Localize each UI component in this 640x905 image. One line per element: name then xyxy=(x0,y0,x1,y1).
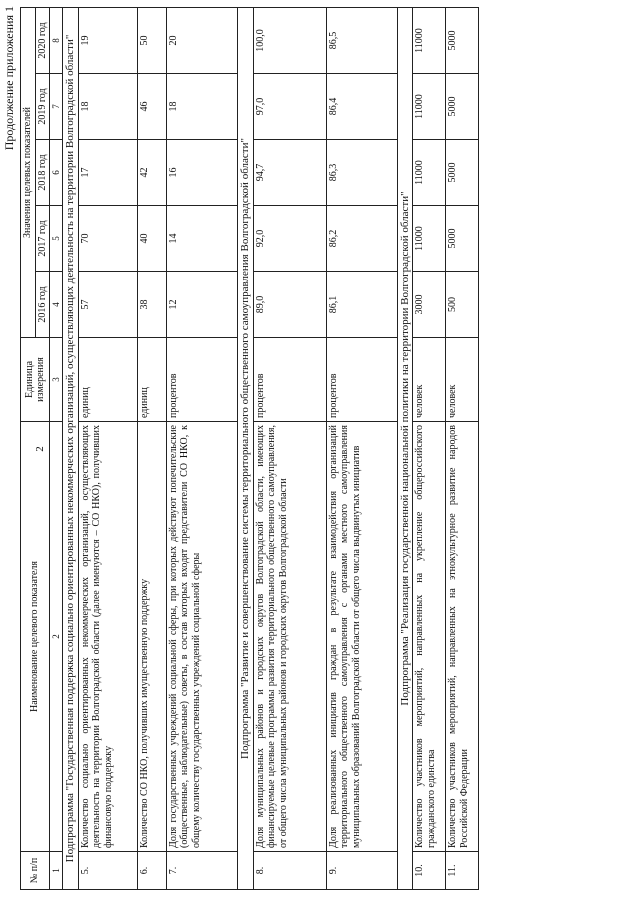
row-number: 8. xyxy=(253,852,326,890)
value-cell: 20 xyxy=(166,8,237,74)
table-row xyxy=(326,8,397,890)
value-cell: 86,1 xyxy=(326,272,397,338)
header-year: 2019 год xyxy=(35,74,50,140)
subprogram-heading xyxy=(397,8,413,890)
value-cell: 50 xyxy=(137,8,166,74)
value-cell: 500 xyxy=(446,272,479,338)
value-cell: 57 xyxy=(78,272,137,338)
value-cell: 3000 xyxy=(413,272,446,338)
value-cell: 14 xyxy=(166,206,237,272)
value-cell: 70 xyxy=(78,206,137,272)
row-number: 6. xyxy=(137,852,166,890)
subprogram-heading xyxy=(63,8,79,890)
column-number: 8 xyxy=(50,8,63,74)
value-cell: 11000 xyxy=(413,74,446,140)
value-cell: 97,0 xyxy=(253,74,326,140)
unit-cell: процентов xyxy=(166,338,237,422)
value-cell: 19 xyxy=(78,8,137,74)
value-cell: 12 xyxy=(166,272,237,338)
table-row xyxy=(166,8,237,890)
value-cell: 18 xyxy=(78,74,137,140)
value-cell: 16 xyxy=(166,140,237,206)
indicator-name: Доля муниципальных районов и городских округов Волгоградской области, имеющих финансируемые целевые программы развития территориального общественного самоуправления, от общего числа муниципальных районов и городских округов Волгоградской области xyxy=(253,422,326,852)
value-cell: 11000 xyxy=(413,140,446,206)
header-num: № п/п xyxy=(21,852,50,890)
value-cell: 42 xyxy=(137,140,166,206)
value-cell: 17 xyxy=(78,140,137,206)
value-cell: 5000 xyxy=(446,206,479,272)
column-number: 2 xyxy=(50,422,63,852)
table-row xyxy=(413,8,446,890)
subprogram-title: Подпрограмма "Государственная поддержка социально ориентированных некоммерческих организаций, осуществляющих деятельность на территории Волгоградской области" xyxy=(63,8,79,890)
indicator-name: Количество участников мероприятий, направленных на этнокультурное развитие народов Российской Федерации xyxy=(446,422,479,852)
value-cell: 100,0 xyxy=(253,8,326,74)
indicator-name: Количество участников мероприятий, направленных на укрепление общероссийского гражданского единства xyxy=(413,422,446,852)
column-number: 6 xyxy=(50,140,63,206)
subprogram-title: Подпрограмма "Развитие и совершенствование системы территориального общественного самоуправления Волгоградской области" xyxy=(237,8,253,890)
column-number: 1 xyxy=(50,852,63,890)
value-cell: 86,4 xyxy=(326,74,397,140)
table-row xyxy=(446,8,479,890)
subprogram-heading xyxy=(237,8,253,890)
table-row xyxy=(78,8,137,890)
unit-cell: человек xyxy=(413,338,446,422)
header-indicator: Наименование целевого показателя xyxy=(21,422,50,852)
value-cell: 94,7 xyxy=(253,140,326,206)
column-number: 7 xyxy=(50,74,63,140)
target-indicators-table xyxy=(20,7,479,890)
row-number: 7. xyxy=(166,852,237,890)
unit-cell: единиц xyxy=(78,338,137,422)
value-cell: 40 xyxy=(137,206,166,272)
header-values: Значения целевых показателей xyxy=(21,8,36,338)
value-cell: 38 xyxy=(137,272,166,338)
unit-cell: процентов xyxy=(253,338,326,422)
header-year: 2018 год xyxy=(35,140,50,206)
header-year: 2020 год xyxy=(35,8,50,74)
table-row xyxy=(137,8,166,890)
value-cell: 5000 xyxy=(446,74,479,140)
row-number: 10. xyxy=(413,852,446,890)
subprogram-title: Подпрограмма "Реализация государственной национальной политики на территории Волгоградской области" xyxy=(397,8,413,890)
indicator-name: Доля реализованных инициатив граждан в результате взаимодействия организаций территориального общественного самоуправления с органами местного самоуправления муниципальных образований Волгоградской области от общего числа выдвинутых инициатив xyxy=(326,422,397,852)
value-cell: 86,5 xyxy=(326,8,397,74)
column-number-row xyxy=(50,8,63,890)
indicator-name: Количество социально ориентированных некоммерческих организаций, осуществляющих деятельность на территории Волгоградской области (далее именуются – СО НКО), получивших финансовую поддержку xyxy=(78,422,137,852)
indicator-name: Количество СО НКО, получивших имущественную поддержку xyxy=(137,422,166,852)
value-cell: 5000 xyxy=(446,140,479,206)
column-number: 5 xyxy=(50,206,63,272)
value-cell: 86,2 xyxy=(326,206,397,272)
value-cell: 89,0 xyxy=(253,272,326,338)
value-cell: 18 xyxy=(166,74,237,140)
value-cell: 11000 xyxy=(413,8,446,74)
row-number: 11. xyxy=(446,852,479,890)
unit-cell: процентов xyxy=(326,338,397,422)
unit-cell: человек xyxy=(446,338,479,422)
row-number: 9. xyxy=(326,852,397,890)
unit-cell: единиц xyxy=(137,338,166,422)
column-number: 3 xyxy=(50,338,63,422)
header-year: 2017 год xyxy=(35,206,50,272)
value-cell: 86,3 xyxy=(326,140,397,206)
page-number: 2 xyxy=(34,446,46,452)
header-year: 2016 год xyxy=(35,272,50,338)
column-number: 4 xyxy=(50,272,63,338)
header-row-1 xyxy=(21,8,36,890)
header-unit: Единица измерения xyxy=(21,338,50,422)
appendix-continuation-note: Продолжение приложения 1 xyxy=(2,6,16,151)
value-cell: 46 xyxy=(137,74,166,140)
table-row xyxy=(253,8,326,890)
value-cell: 92,0 xyxy=(253,206,326,272)
indicator-name: Доля государственных учреждений социальной сферы, при которых действуют попечительские (общественные, наблюдательные) советы, в состав которых входят представители СО НКО, к общему количеству государственных учреждений социальной сферы xyxy=(166,422,237,852)
row-number: 5. xyxy=(78,852,137,890)
value-cell: 11000 xyxy=(413,206,446,272)
value-cell: 5000 xyxy=(446,8,479,74)
